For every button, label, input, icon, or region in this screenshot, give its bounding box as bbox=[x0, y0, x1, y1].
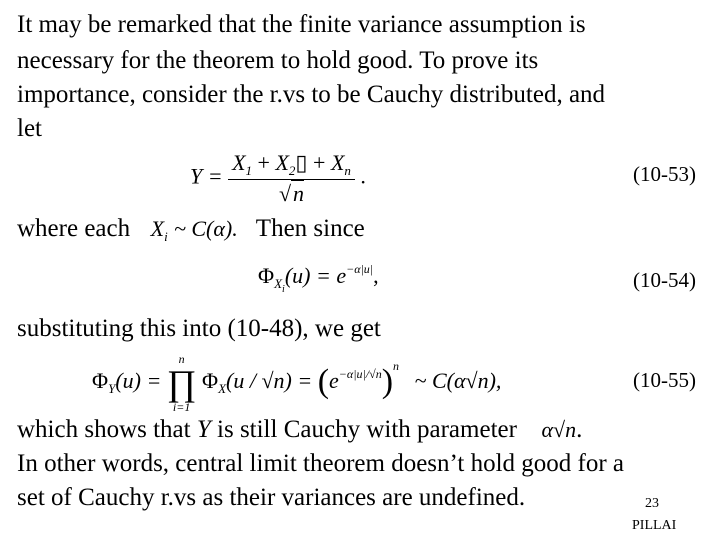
author-footer: PILLAI bbox=[632, 518, 677, 533]
text-line-4: let bbox=[17, 115, 42, 142]
eq53-plus2: + bbox=[307, 150, 331, 175]
eq53-s1: 1 bbox=[245, 163, 253, 178]
eq55-product bbox=[167, 352, 197, 414]
shows-prefix: which shows that bbox=[17, 416, 197, 443]
eq55-paren-close: ) bbox=[381, 363, 394, 401]
eq53-sn: n bbox=[344, 163, 351, 178]
eq53-fraction bbox=[228, 150, 355, 207]
eq54-tail: , bbox=[373, 263, 379, 288]
eq55-prod-top: n bbox=[178, 352, 185, 366]
equation-10-53 bbox=[190, 150, 366, 207]
eq55-mid-exp: −α|u|/√n bbox=[338, 367, 382, 382]
where-each-prefix: where each bbox=[17, 215, 131, 242]
eq53-xn: X bbox=[330, 150, 345, 175]
eq53-s2: 2 bbox=[288, 163, 296, 178]
eq53-x1: X bbox=[232, 150, 246, 175]
equation-number-10-55: (10-55) bbox=[633, 368, 696, 392]
eq55-mid-phi: Φ bbox=[201, 368, 219, 394]
eq54-sub-i: i bbox=[282, 284, 285, 295]
equation-number-10-53: (10-53) bbox=[633, 162, 696, 186]
text-line-3: importance, consider the r.vs to be Cauchy distributed, and bbox=[17, 81, 606, 108]
eq53-denominator: √n bbox=[278, 181, 305, 206]
where-each-x: X bbox=[150, 216, 165, 241]
shows-end: . bbox=[576, 416, 583, 443]
equation-10-55 bbox=[92, 352, 501, 414]
eq55-paren-open: ( bbox=[317, 363, 330, 401]
eq53-plus1: + bbox=[252, 150, 276, 175]
equation-number-10-54: (10-54) bbox=[633, 268, 696, 292]
substituting-line: substituting this into (10-48), we get bbox=[17, 315, 381, 342]
eq55-mid-sub: X bbox=[218, 381, 227, 397]
eq53-den-n: n bbox=[293, 181, 305, 206]
eq55-lhs-arg: (u) = bbox=[115, 368, 162, 394]
eq53-box: ▯ bbox=[295, 150, 308, 175]
eq55-mid-arg: (u / √n) = bbox=[226, 368, 313, 394]
text-line-2: necessary for the theorem to hold good. To prove its bbox=[17, 47, 539, 74]
shows-var: Y bbox=[196, 416, 211, 443]
eq54-phi: Φ bbox=[258, 263, 275, 288]
where-each-line bbox=[17, 214, 365, 252]
text-line-1: It may be remarked that the finite variance assumption is bbox=[17, 11, 586, 38]
eq55-result: ~ C(α√n), bbox=[414, 368, 502, 394]
eq53-numerator bbox=[228, 150, 355, 180]
shows-middle: is still Cauchy with parameter bbox=[210, 416, 517, 443]
eq54-sub-x: X bbox=[274, 276, 283, 291]
eq55-prod-symbol: ∏ bbox=[166, 363, 197, 403]
other-words-line: In other words, central limit theorem doesn’t hold good for a bbox=[17, 450, 625, 477]
where-each-i: i bbox=[164, 229, 168, 244]
equation-10-54 bbox=[258, 262, 379, 295]
where-each-dist: ~ C(α). bbox=[173, 216, 238, 241]
where-each-suffix: Then since bbox=[255, 215, 365, 242]
eq54-arg: (u) = e bbox=[284, 263, 347, 288]
eq55-mid-e: e bbox=[329, 368, 339, 394]
page-number: 23 bbox=[645, 496, 659, 511]
shows-param: α√n bbox=[541, 417, 577, 442]
eq53-tail: . bbox=[360, 163, 366, 189]
eq53-lhs: Y = bbox=[190, 163, 223, 189]
eq55-outer-sup: n bbox=[393, 359, 400, 374]
eq54-exponent: −α|u| bbox=[346, 262, 374, 276]
eq55-prod-bottom: i=1 bbox=[172, 400, 191, 414]
eq55-lhs-phi: Φ bbox=[92, 368, 109, 394]
cauchy-line: set of Cauchy r.vs as their variances are undefined. bbox=[17, 484, 526, 511]
eq53-x2: X bbox=[275, 150, 289, 175]
eq55-lhs-sub: Y bbox=[108, 381, 116, 397]
which-shows-line bbox=[17, 415, 582, 445]
